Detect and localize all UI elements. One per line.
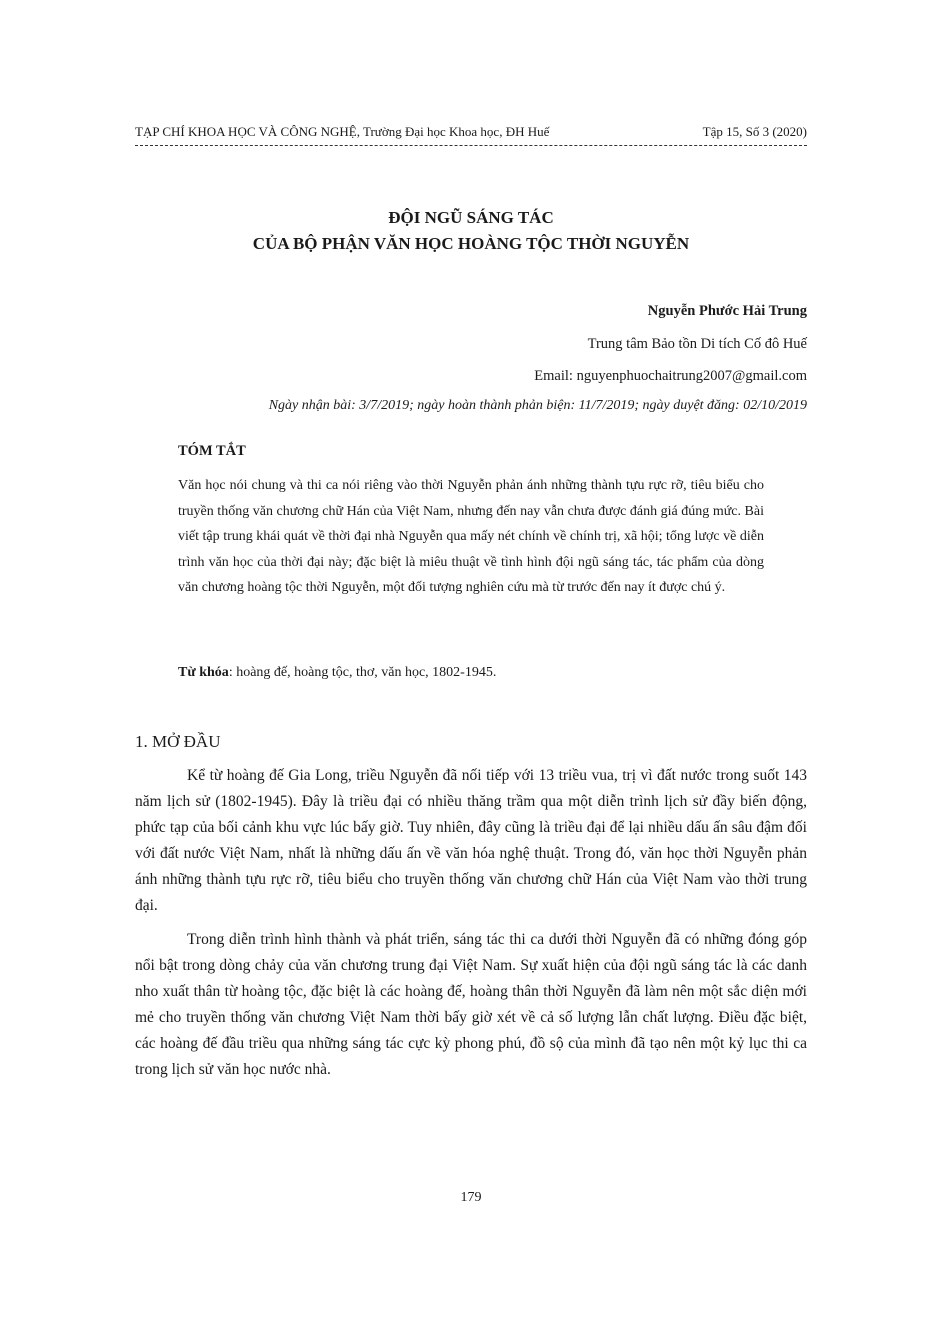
title-line-2: CỦA BỘ PHẬN VĂN HỌC HOÀNG TỘC THỜI NGUYỄN [252, 234, 690, 253]
abstract-text: Văn học nói chung và thi ca nói riêng vào thời Nguyễn phản ánh những thành tựu rực rỡ, tiêu biểu cho truyền thống văn chương chữ Hán của Việt Nam, nhưng đến nay vẫn chưa được đánh giá đúng mức. Bài viết tập trung khái quát về thời đại nhà Nguyễn qua mấy nét chính về chính trị, xã hội; tổng lược về diễn trình văn học của thời đại này; đặc biệt là miêu thuật về tình hình đội ngũ sáng tác, tác phẩm của dòng văn chương hoàng tộc thời Nguyễn, một đối tượng nghiên cứu mà từ trước đến nay ít được chú ý. [178, 478, 764, 596]
section-body [135, 763, 807, 1083]
paragraph: Trong diễn trình hình thành và phát triển, sáng tác thi ca dưới thời Nguyễn đã có những đóng góp nổi bật trong dòng chảy của văn chương trung đại Việt Nam. Sự xuất hiện của đội ngũ sáng tác là các danh nho xuất thân từ hoàng tộc, đặc biệt là các hoàng đế, hoàng thân thời Nguyễn đã làm nên một sắc diện mới mẻ cho truyền thống văn chương Việt Nam thời bấy giờ xét về cả số lượng lẫn chất lượng. Điều đặc biệt, các hoàng đế đầu triều qua những sáng tác cực kỳ phong phú, đồ sộ của mình đã tạo nên một kỷ lục thi ca trong lịch sử văn học nước nhà. [135, 931, 807, 1078]
author-block [269, 300, 807, 417]
paragraph: Kể từ hoàng đế Gia Long, triều Nguyễn đã nối tiếp với 13 triều vua, trị vì đất nước trong suốt 143 năm lịch sử (1802-1945). Đây là triều đại có nhiều thăng trầm qua một diễn trình lịch sử đầy biến động, phức tạp của bối cảnh khu vực lúc bấy giờ. Tuy nhiên, đây cũng là triều đại để lại nhiều dấu ấn sâu đậm đối với đất nước Việt Nam, nhất là những dấu ấn về văn hóa nghệ thuật. Trong đó, văn học thời Nguyễn phản ánh những thành tựu rực rỡ, tiêu biểu cho truyền thống văn chương chữ Hán của Việt Nam vào thời trung đại. [135, 767, 807, 914]
abstract [178, 473, 764, 601]
author-email: Email: nguyenphuochaitrung2007@gmail.com [534, 368, 807, 384]
page-number: 179 [460, 1190, 482, 1205]
title-line-1: ĐỘI NGŨ SÁNG TÁC [388, 208, 554, 227]
author-affiliation: Trung tâm Bảo tồn Di tích Cố đô Huế [587, 336, 807, 352]
keywords [178, 662, 764, 684]
article-title [135, 205, 807, 257]
author-name: Nguyễn Phước Hải Trung [647, 303, 807, 319]
section-heading: 1. MỞ ĐẦU [135, 732, 221, 751]
journal-name: TẠP CHÍ KHOA HỌC VÀ CÔNG NGHỆ, Trường Đại học Khoa học, ĐH Huế [135, 124, 550, 139]
keywords-list: : hoàng đế, hoàng tộc, thơ, văn học, 1802-1945. [228, 665, 497, 680]
journal-volume: Tập 15, Số 3 (2020) [702, 124, 807, 139]
running-header [135, 123, 807, 146]
keywords-label: Từ khóa [178, 665, 229, 680]
article-dates: Ngày nhận bài: 3/7/2019; ngày hoàn thành phản biện: 11/7/2019; ngày duyệt đăng: 02/10/2019 [268, 398, 807, 413]
abstract-heading: TÓM TẮT [178, 443, 246, 459]
